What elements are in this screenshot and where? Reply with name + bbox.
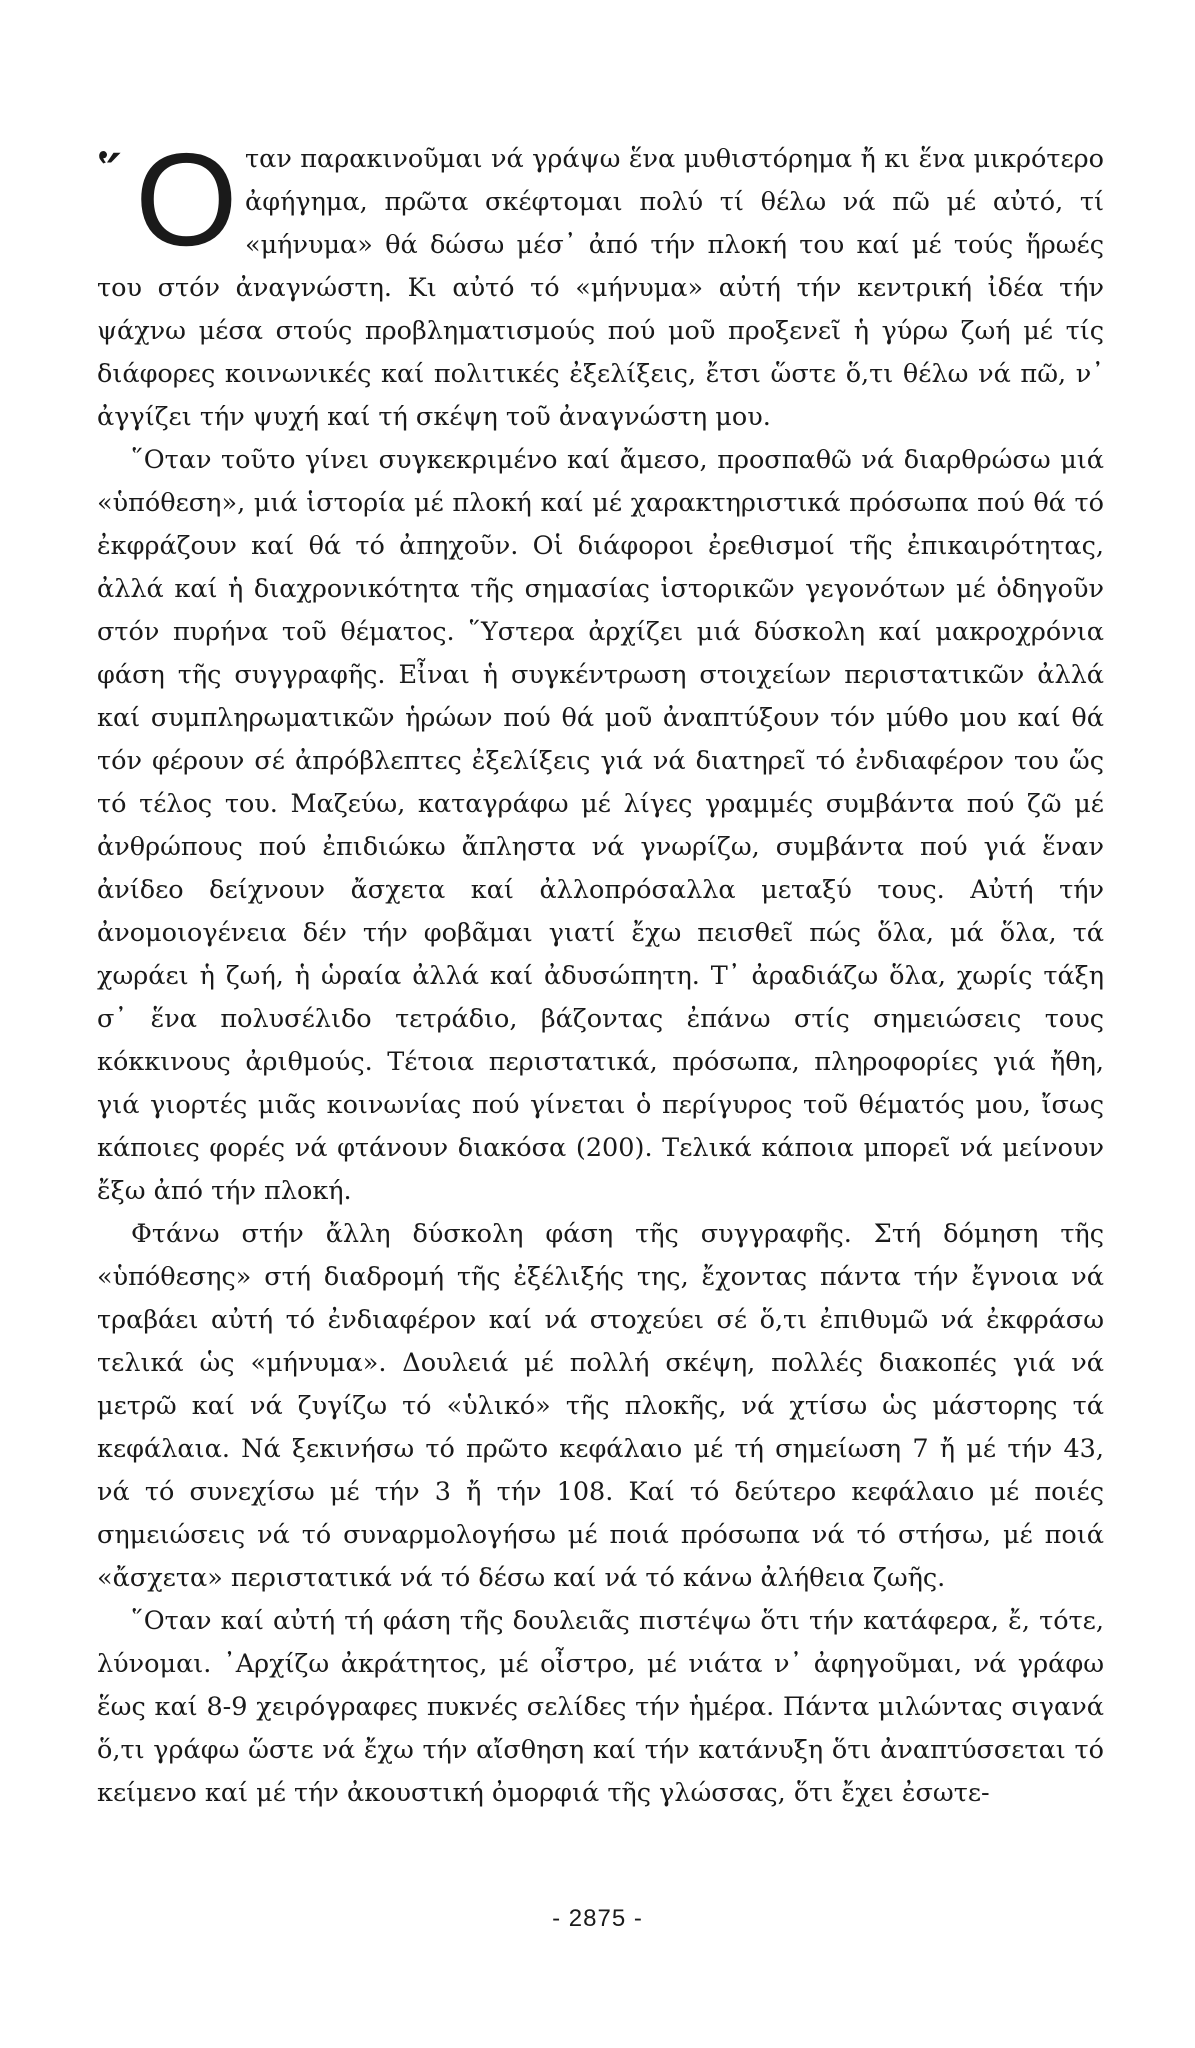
drop-cap-accent: ῞ — [97, 147, 123, 208]
body-text — [97, 126, 1104, 1815]
paragraph-1-text: ταν παρακινοῦμαι νά γράψω ἕνα μυθιστόρημα ἤ κι ἕνα μικρότερο ἀφήγημα, πρῶτα σκέφτομαι πολύ τί θέλω νά πῶ μέ αὐτό, τί «μήνυμα» θά δώσω μέσ᾽ ἀπό τήν πλοκή του καί μέ τούς ἥρωές του στόν ἀναγνώστη. Κι αὐτό τό «μήνυμα» αὐτή τήν κεντρική ἰδέα τήν ψάχνω μέσα στούς προβληματισμούς πού μοῦ προξενεῖ ἡ γύρω ζωή μέ τίς διάφορες κοινωνικές καί πολιτικές ἐξελίξεις, ἔτσι ὥστε ὅ,τι θέλω νά πῶ, ν᾽ ἀγγίζει τήν ψυχή καί τή σκέψη τοῦ ἀναγνώστη μου. — [97, 144, 1104, 432]
paragraph-1 — [97, 126, 1104, 439]
drop-cap — [97, 126, 243, 273]
paragraph-2: ῞Οταν τοῦτο γίνει συγκεκριμένο καί ἄμεσο, προσπαθῶ νά διαρθρώσω μιά «ὑπόθεση», μιά ἱστορία μέ πλοκή καί μέ χαρακτηριστικά πρόσωπα πού θά τό ἐκφράζουν καί θά τό ἀπηχοῦν. Οἱ διάφοροι ἐρεθισμοί τῆς ἐπικαιρότητας, ἀλλά καί ἡ διαχρονικότητα τῆς σημασίας ἱστορικῶν γεγονότων μέ ὁδηγοῦν στόν πυρήνα τοῦ θέματος. ῞Υστερα ἀρχίζει μιά δύσκολη καί μακροχρόνια φάση τῆς συγγραφῆς. Εἶναι ἡ συγκέντρωση στοιχείων περιστατικῶν ἀλλά καί συμπληρωματικῶν ἡρώων πού θά μοῦ ἀναπτύξουν τόν μύθο μου καί θά τόν φέρουν σέ ἀπρόβλεπτες ἐξελίξεις γιά νά διατηρεῖ τό ἐνδιαφέρον του ὥς τό τέλος του. Μαζεύω, καταγράφω μέ λίγες γραμμές συμβάντα πού ζῶ μέ ἀνθρώπους πού ἐπιδιώκω ἄπληστα νά γνωρίζω, συμβάντα πού γιά ἕναν ἀνίδεο δείχνουν ἄσχετα καί ἀλλοπρόσαλλα μεταξύ τους. Αὐτή τήν ἀνομοιογένεια δέν τήν φοβᾶμαι γιατί ἔχω πεισθεῖ πώς ὅλα, μά ὅλα, τά χωράει ἡ ζωή, ἡ ὡραία ἀλλά καί ἀδυσώπητη. Τ᾽ ἀραδιάζω ὅλα, χωρίς τάξη σ᾽ ἕνα πολυσέλιδο τετράδιο, βάζοντας ἐπάνω στίς σημειώσεις τους κόκκινους ἀριθμούς. Τέτοια περιστατικά, πρόσωπα, πληροφορίες γιά ἤθη, γιά γιορτές μιᾶς κοινωνίας πού γίνεται ὁ περίγυρος τοῦ θέματός μου, ἴσως κάποιες φορές νά φτάνουν διακόσα (200). Τελικά κάποια μπορεῖ νά μείνουν ἔξω ἀπό τήν πλοκή. — [97, 445, 1104, 1206]
page-number: - 2875 - — [552, 1905, 643, 1932]
drop-cap-letter: Ο — [135, 126, 238, 273]
paragraph-3: Φτάνω στήν ἄλλη δύσκολη φάση τῆς συγγραφῆς. Στή δόμηση τῆς «ὑπόθεσης» στή διαδρομή τῆς ἐξέλιξής της, ἔχοντας πάντα τήν ἔγνοια νά τραβάει αὐτή τό ἐνδιαφέρον καί νά στοχεύει σέ ὅ,τι ἐπιθυμῶ νά ἐκφράσω τελικά ὡς «μήνυμα». Δουλειά μέ πολλή σκέψη, πολλές διακοπές γιά νά μετρῶ καί νά ζυγίζω τό «ὑλικό» τῆς πλοκῆς, νά χτίσω ὡς μάστορης τά κεφάλαια. Νά ξεκινήσω τό πρῶτο κεφάλαιο μέ τή σημείωση 7 ἤ μέ τήν 43, νά τό συνεχίσω μέ τήν 3 ἤ τήν 108. Καί τό δεύτερο κεφάλαιο μέ ποιές σημειώσεις νά τό συναρμολογήσω μέ ποιά πρόσωπα νά τό στήσω, μέ ποιά «ἄσχετα» περιστατικά νά τό δέσω καί νά τό κάνω ἀλήθεια ζωῆς. — [97, 1219, 1104, 1593]
paragraph-4: ῞Οταν καί αὐτή τή φάση τῆς δουλειᾶς πιστέψω ὅτι τήν κατάφερα, ἔ, τότε, λύνομαι. ᾽Αρχίζω ἀκράτητος, μέ οἶστρο, μέ νιάτα ν᾽ ἀφηγοῦμαι, νά γράφω ἕως καί 8-9 χειρόγραφες πυκνές σελίδες τήν ἡμέρα. Πάντα μιλώντας σιγανά ὅ,τι γράφω ὥστε νά ἔχω τήν αἴσθηση καί τήν κατάνυξη ὅτι ἀναπτύσσεται τό κείμενο καί μέ τήν ἀκουστική ὀμορφιά τῆς γλώσσας, ὅτι ἔχει ἐσωτε- — [97, 1606, 1104, 1808]
